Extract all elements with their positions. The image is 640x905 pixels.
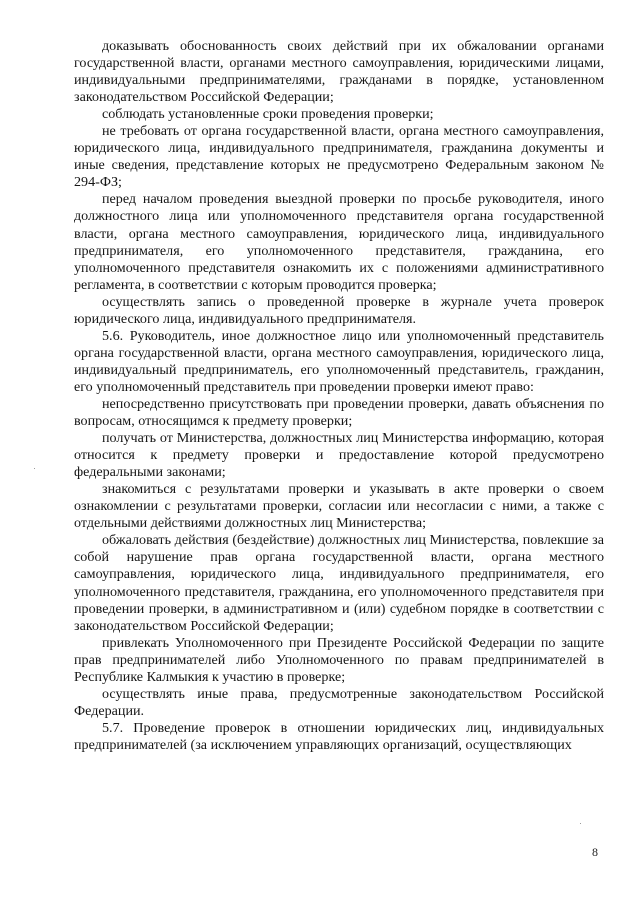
paragraph-justify-actions: доказывать обоснованность своих действий при их обжаловании органами государственной власти, органами местного самоуправления, юридическими лицами, индивидуальными предпринимателями, гражданами в порядке, установленном законодательством Российской Федерации; (74, 38, 604, 106)
paragraph-right-review-results: знакомиться с результатами проверки и указывать в акте проверки о своем ознакомлении с результатами проверки, согласии или несогласии с ними, а также с отдельными действиями должностных лиц Министерства; (74, 481, 604, 532)
paragraph-journal-record: осуществлять запись о проведенной проверке в журнале учета проверок юридического лица, индивидуального предпринимателя. (74, 293, 604, 327)
paragraph-right-appeal: обжаловать действия (бездействие) должностных лиц Министерства, повлекшие за собой нарушение прав органа государственной власти, органа местного самоуправления, юридического лица, индивидуального предпринимателя, его уполномоченного представителя, гражданина, его уполномоченного представителя при проведении проверки, в административном и (или) судебном порядке в соответствии с законодательством Российской Федерации; (74, 532, 604, 634)
paragraph-section-5-7: 5.7. Проведение проверок в отношении юридических лиц, индивидуальных предпринимателей (за исключением управляющих организаций, осуществляющих (74, 719, 604, 753)
paragraph-observe-deadlines: соблюдать установленные сроки проведения проверки; (102, 106, 434, 123)
paragraph-not-require-documents: не требовать от органа государственной власти, органа местного самоуправления, юридического лица, индивидуального предпринимателя, гражданина документы и иные сведения, представление которых не предусмотрено Федеральным законом № 294-ФЗ; (74, 123, 604, 191)
page-number: 8 (592, 845, 598, 859)
paragraph-familiarize-regulation: перед началом проведения выездной проверки по просьбе руководителя, иного должностного лица или уполномоченного представителя органа государственной власти, органа местного самоуправления, юридического лица, индивидуального предпринимателя, его уполномоченного представителя, гражданина, его уполномоченного представителя ознакомить их с положениями административного регламента, в соответствии с которым проводится проверка; (74, 191, 604, 293)
paragraph-right-ombudsman: привлекать Уполномоченного при Президенте Российской Федерации по защите прав предпринимателей либо Уполномоченного по правам предпринимателей в Республике Калмыкия к участию в проверке; (74, 634, 604, 685)
paragraph-right-other: осуществлять иные права, предусмотренные законодательством Российской Федерации. (74, 685, 604, 719)
scan-speck (34, 468, 35, 469)
scan-speck (580, 823, 581, 824)
paragraph-right-attend: непосредственно присутствовать при проведении проверки, давать объяснения по вопросам, относящимся к предмету проверки; (74, 395, 604, 430)
paragraph-section-5-6: 5.6. Руководитель, иное должностное лицо или уполномоченный представитель органа государственной власти, органа местного самоуправления, юридического лица, индивидуальный предприниматель, его уполномоченный представитель, гражданин, его уполномоченный представитель при проведении проверки имеют право: (74, 327, 604, 395)
document-body (74, 38, 604, 754)
paragraph-right-receive-info: получать от Министерства, должностных лиц Министерства информацию, которая относится к предмету проверки и предоставление которой предусмотрено федеральными законами; (74, 430, 604, 481)
